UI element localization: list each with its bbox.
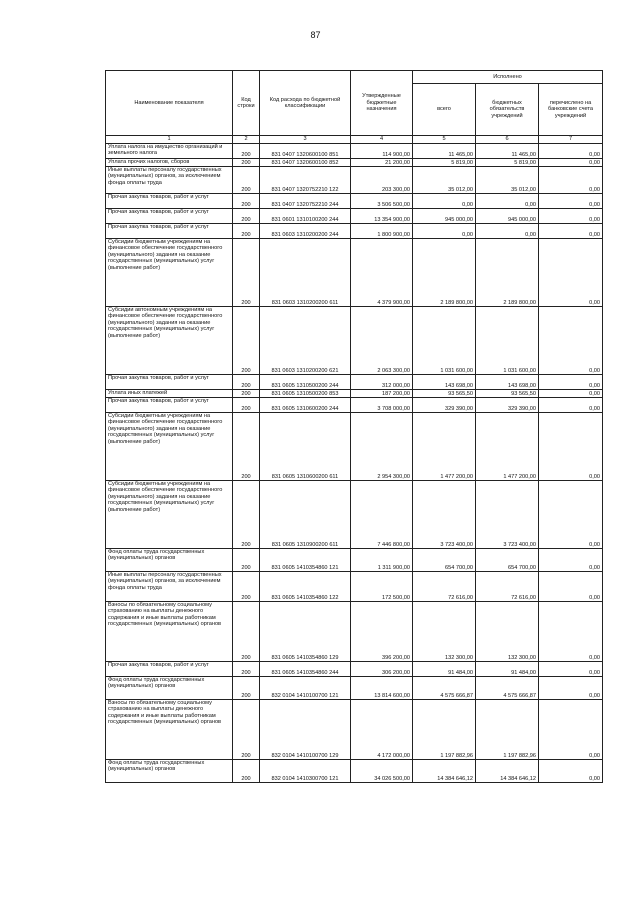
table-row — [106, 144, 603, 159]
row-executed-total: 132 300,00 — [413, 602, 476, 662]
row-name: Взносы по обязательному социальному страхованию на выплаты денежного содержания и иные выплаты работникам государственных (муниципальных) органов — [106, 700, 233, 760]
row-executed-total: 14 384 646,12 — [413, 760, 476, 783]
row-code: 200 — [233, 700, 260, 760]
row-approved: 13 814 600,00 — [351, 677, 413, 700]
row-executed-budget: 1 197 882,96 — [476, 700, 539, 760]
row-code: 200 — [233, 224, 260, 239]
row-executed-budget: 1 477 200,00 — [476, 413, 539, 481]
row-kbk: 832 0104 1410100700 121 — [260, 677, 351, 700]
row-approved: 396 200,00 — [351, 602, 413, 662]
row-name: Уплата иных платежей — [106, 390, 233, 398]
row-approved: 172 500,00 — [351, 572, 413, 602]
expenditure-table — [105, 70, 603, 783]
row-name: Прочая закупка товаров, работ и услуг — [106, 398, 233, 413]
row-executed-total: 0,00 — [413, 224, 476, 239]
table-row — [106, 390, 603, 398]
row-name: Иные выплаты персоналу государственных (муниципальных) органов, за исключением фонда оплаты труда — [106, 572, 233, 602]
row-name: Прочая закупка товаров, работ и услуг — [106, 194, 233, 209]
row-executed-budget: 93 565,50 — [476, 390, 539, 398]
row-executed-bank: 0,00 — [539, 209, 603, 224]
row-kbk: 831 0605 1310500200 244 — [260, 375, 351, 390]
row-name: Фонд оплаты труда государственных (муниципальных) органов — [106, 549, 233, 572]
row-executed-total: 654 700,00 — [413, 549, 476, 572]
row-executed-budget: 945 000,00 — [476, 209, 539, 224]
row-code: 200 — [233, 144, 260, 159]
column-number: 5 — [413, 136, 476, 144]
header-approved: Утвержденные бюджетные назначения — [351, 71, 413, 136]
header-total: всего — [413, 84, 476, 136]
row-executed-bank: 0,00 — [539, 662, 603, 677]
table-row — [106, 700, 603, 760]
row-code: 200 — [233, 375, 260, 390]
row-approved: 7 446 800,00 — [351, 481, 413, 549]
row-executed-budget: 5 819,00 — [476, 159, 539, 167]
row-approved: 203 300,00 — [351, 167, 413, 194]
row-executed-total: 11 465,00 — [413, 144, 476, 159]
row-name: Субсидии бюджетным учреждениям на финансовое обеспечение государственного (муниципального) задания на оказание государственных (муниципальных) услуг (выполнение работ) — [106, 413, 233, 481]
row-code: 200 — [233, 167, 260, 194]
row-executed-total: 4 575 666,87 — [413, 677, 476, 700]
row-executed-bank: 0,00 — [539, 167, 603, 194]
row-executed-budget: 0,00 — [476, 194, 539, 209]
table-row — [106, 602, 603, 662]
row-executed-bank: 0,00 — [539, 700, 603, 760]
row-name: Прочая закупка товаров, работ и услуг — [106, 209, 233, 224]
row-executed-bank: 0,00 — [539, 602, 603, 662]
table-row — [106, 375, 603, 390]
column-number: 4 — [351, 136, 413, 144]
table-row — [106, 413, 603, 481]
row-code: 200 — [233, 209, 260, 224]
row-approved: 187 200,00 — [351, 390, 413, 398]
header-budget-institutions: бюджетных обязательств учреждений — [476, 84, 539, 136]
row-name: Прочая закупка товаров, работ и услуг — [106, 375, 233, 390]
row-executed-bank: 0,00 — [539, 307, 603, 375]
header-name: Наименование показателя — [106, 71, 233, 136]
row-code: 200 — [233, 572, 260, 602]
row-executed-budget: 654 700,00 — [476, 549, 539, 572]
row-name: Иные выплаты персоналу государственных (муниципальных) органов, за исключением фонда оплаты труда — [106, 167, 233, 194]
table-row — [106, 194, 603, 209]
row-executed-bank: 0,00 — [539, 224, 603, 239]
row-code: 200 — [233, 549, 260, 572]
row-executed-budget: 91 484,00 — [476, 662, 539, 677]
row-kbk: 832 0104 1410100700 129 — [260, 700, 351, 760]
row-code: 200 — [233, 677, 260, 700]
row-executed-total: 72 616,00 — [413, 572, 476, 602]
row-executed-budget: 329 390,00 — [476, 398, 539, 413]
row-kbk: 831 0407 1320752210 244 — [260, 194, 351, 209]
row-executed-budget: 1 031 600,00 — [476, 307, 539, 375]
row-executed-total: 0,00 — [413, 194, 476, 209]
row-executed-bank: 0,00 — [539, 375, 603, 390]
row-executed-total: 93 565,50 — [413, 390, 476, 398]
row-executed-bank: 0,00 — [539, 760, 603, 783]
row-code: 200 — [233, 481, 260, 549]
row-executed-bank: 0,00 — [539, 144, 603, 159]
row-code: 200 — [233, 194, 260, 209]
table-row — [106, 159, 603, 167]
row-name: Взносы по обязательному социальному страхованию на выплаты денежного содержания и иные выплаты работникам государственных (муниципальных) органов — [106, 602, 233, 662]
row-kbk: 831 0407 1320600100 852 — [260, 159, 351, 167]
row-executed-bank: 0,00 — [539, 677, 603, 700]
row-code: 200 — [233, 413, 260, 481]
row-approved: 4 172 000,00 — [351, 700, 413, 760]
row-executed-total: 5 819,00 — [413, 159, 476, 167]
row-executed-bank: 0,00 — [539, 398, 603, 413]
row-code: 200 — [233, 760, 260, 783]
row-executed-budget: 72 616,00 — [476, 572, 539, 602]
row-kbk: 831 0605 1410354860 121 — [260, 549, 351, 572]
row-approved: 306 200,00 — [351, 662, 413, 677]
row-approved: 3 506 500,00 — [351, 194, 413, 209]
row-approved: 34 026 500,00 — [351, 760, 413, 783]
row-code: 200 — [233, 159, 260, 167]
row-executed-total: 945 000,00 — [413, 209, 476, 224]
row-name: Уплата прочих налогов, сборов — [106, 159, 233, 167]
row-executed-bank: 0,00 — [539, 572, 603, 602]
header-code: Код строки — [233, 71, 260, 136]
row-approved: 2 954 300,00 — [351, 413, 413, 481]
row-executed-budget: 14 384 646,12 — [476, 760, 539, 783]
column-number-row — [106, 136, 603, 144]
row-kbk: 831 0605 1310900200 611 — [260, 481, 351, 549]
column-number: 6 — [476, 136, 539, 144]
row-kbk: 831 0605 1410354860 129 — [260, 602, 351, 662]
row-approved: 312 000,00 — [351, 375, 413, 390]
table-row — [106, 662, 603, 677]
table-row — [106, 572, 603, 602]
row-executed-bank: 0,00 — [539, 481, 603, 549]
column-number: 2 — [233, 136, 260, 144]
row-kbk: 831 0605 1310500200 853 — [260, 390, 351, 398]
row-executed-budget: 143 698,00 — [476, 375, 539, 390]
row-executed-budget: 35 012,00 — [476, 167, 539, 194]
row-executed-budget: 0,00 — [476, 224, 539, 239]
table-row — [106, 167, 603, 194]
row-name: Субсидии бюджетным учреждениям на финансовое обеспечение государственного (муниципального) задания на оказание государственных (муниципальных) услуг (выполнение работ) — [106, 481, 233, 549]
table-row — [106, 224, 603, 239]
row-name: Прочая закупка товаров, работ и услуг — [106, 662, 233, 677]
table-row — [106, 398, 603, 413]
row-executed-budget: 3 723 400,00 — [476, 481, 539, 549]
row-executed-total: 1 477 200,00 — [413, 413, 476, 481]
row-name: Субсидии бюджетным учреждениям на финансовое обеспечение государственного (муниципального) задания на оказание государственных (муниципальных) услуг (выполнение работ) — [106, 239, 233, 307]
row-kbk: 831 0603 1310200200 621 — [260, 307, 351, 375]
row-executed-budget: 2 189 800,00 — [476, 239, 539, 307]
header-executed: Исполнено — [413, 71, 603, 84]
row-kbk: 831 0605 1310600200 611 — [260, 413, 351, 481]
table-row — [106, 481, 603, 549]
row-executed-total: 329 390,00 — [413, 398, 476, 413]
column-number: 3 — [260, 136, 351, 144]
row-approved: 3 708 000,00 — [351, 398, 413, 413]
table-row — [106, 239, 603, 307]
row-executed-bank: 0,00 — [539, 549, 603, 572]
table-row — [106, 209, 603, 224]
header-kbk: Код расхода по бюджетной классификации — [260, 71, 351, 136]
row-code: 200 — [233, 602, 260, 662]
row-executed-total: 91 484,00 — [413, 662, 476, 677]
row-kbk: 831 0605 1410354860 244 — [260, 662, 351, 677]
row-kbk: 831 0407 1320600100 851 — [260, 144, 351, 159]
row-code: 200 — [233, 390, 260, 398]
row-approved: 4 379 900,00 — [351, 239, 413, 307]
row-name: Фонд оплаты труда государственных (муниципальных) органов — [106, 760, 233, 783]
row-approved: 13 354 900,00 — [351, 209, 413, 224]
row-approved: 21 200,00 — [351, 159, 413, 167]
table-row — [106, 307, 603, 375]
row-approved: 1 311 900,00 — [351, 549, 413, 572]
row-code: 200 — [233, 239, 260, 307]
row-name: Прочая закупка товаров, работ и услуг — [106, 224, 233, 239]
row-executed-total: 1 197 882,96 — [413, 700, 476, 760]
row-kbk: 831 0603 1310200200 611 — [260, 239, 351, 307]
row-code: 200 — [233, 398, 260, 413]
row-executed-total: 2 189 800,00 — [413, 239, 476, 307]
row-approved: 2 063 300,00 — [351, 307, 413, 375]
row-executed-bank: 0,00 — [539, 159, 603, 167]
row-executed-total: 143 698,00 — [413, 375, 476, 390]
row-executed-total: 1 031 600,00 — [413, 307, 476, 375]
row-name: Фонд оплаты труда государственных (муниципальных) органов — [106, 677, 233, 700]
row-kbk: 831 0603 1310200200 244 — [260, 224, 351, 239]
row-executed-budget: 11 465,00 — [476, 144, 539, 159]
page-number: 87 — [310, 30, 321, 40]
row-code: 200 — [233, 307, 260, 375]
table-row — [106, 760, 603, 783]
row-executed-total: 3 723 400,00 — [413, 481, 476, 549]
row-executed-budget: 132 300,00 — [476, 602, 539, 662]
row-kbk: 831 0605 1410354860 122 — [260, 572, 351, 602]
row-executed-bank: 0,00 — [539, 239, 603, 307]
row-approved: 114 900,00 — [351, 144, 413, 159]
column-number: 1 — [106, 136, 233, 144]
column-number: 7 — [539, 136, 603, 144]
row-kbk: 831 0605 1310600200 244 — [260, 398, 351, 413]
row-executed-bank: 0,00 — [539, 413, 603, 481]
row-name: Уплата налога на имущество организаций и земельного налога — [106, 144, 233, 159]
row-approved: 1 800 900,00 — [351, 224, 413, 239]
row-code: 200 — [233, 662, 260, 677]
row-kbk: 831 0601 1310100200 244 — [260, 209, 351, 224]
row-executed-bank: 0,00 — [539, 194, 603, 209]
row-name: Субсидии автономным учреждениям на финансовое обеспечение государственного (муниципального) задания на оказание государственных (муниципальных) услуг (выполнение работ) — [106, 307, 233, 375]
table-row — [106, 549, 603, 572]
row-executed-bank: 0,00 — [539, 390, 603, 398]
table-row — [106, 677, 603, 700]
row-executed-total: 35 012,00 — [413, 167, 476, 194]
row-executed-budget: 4 575 666,87 — [476, 677, 539, 700]
row-kbk: 832 0104 1410300700 121 — [260, 760, 351, 783]
row-kbk: 831 0407 1320752210 122 — [260, 167, 351, 194]
header-bank-accounts: перечислено на банковские счета учреждений — [539, 84, 603, 136]
